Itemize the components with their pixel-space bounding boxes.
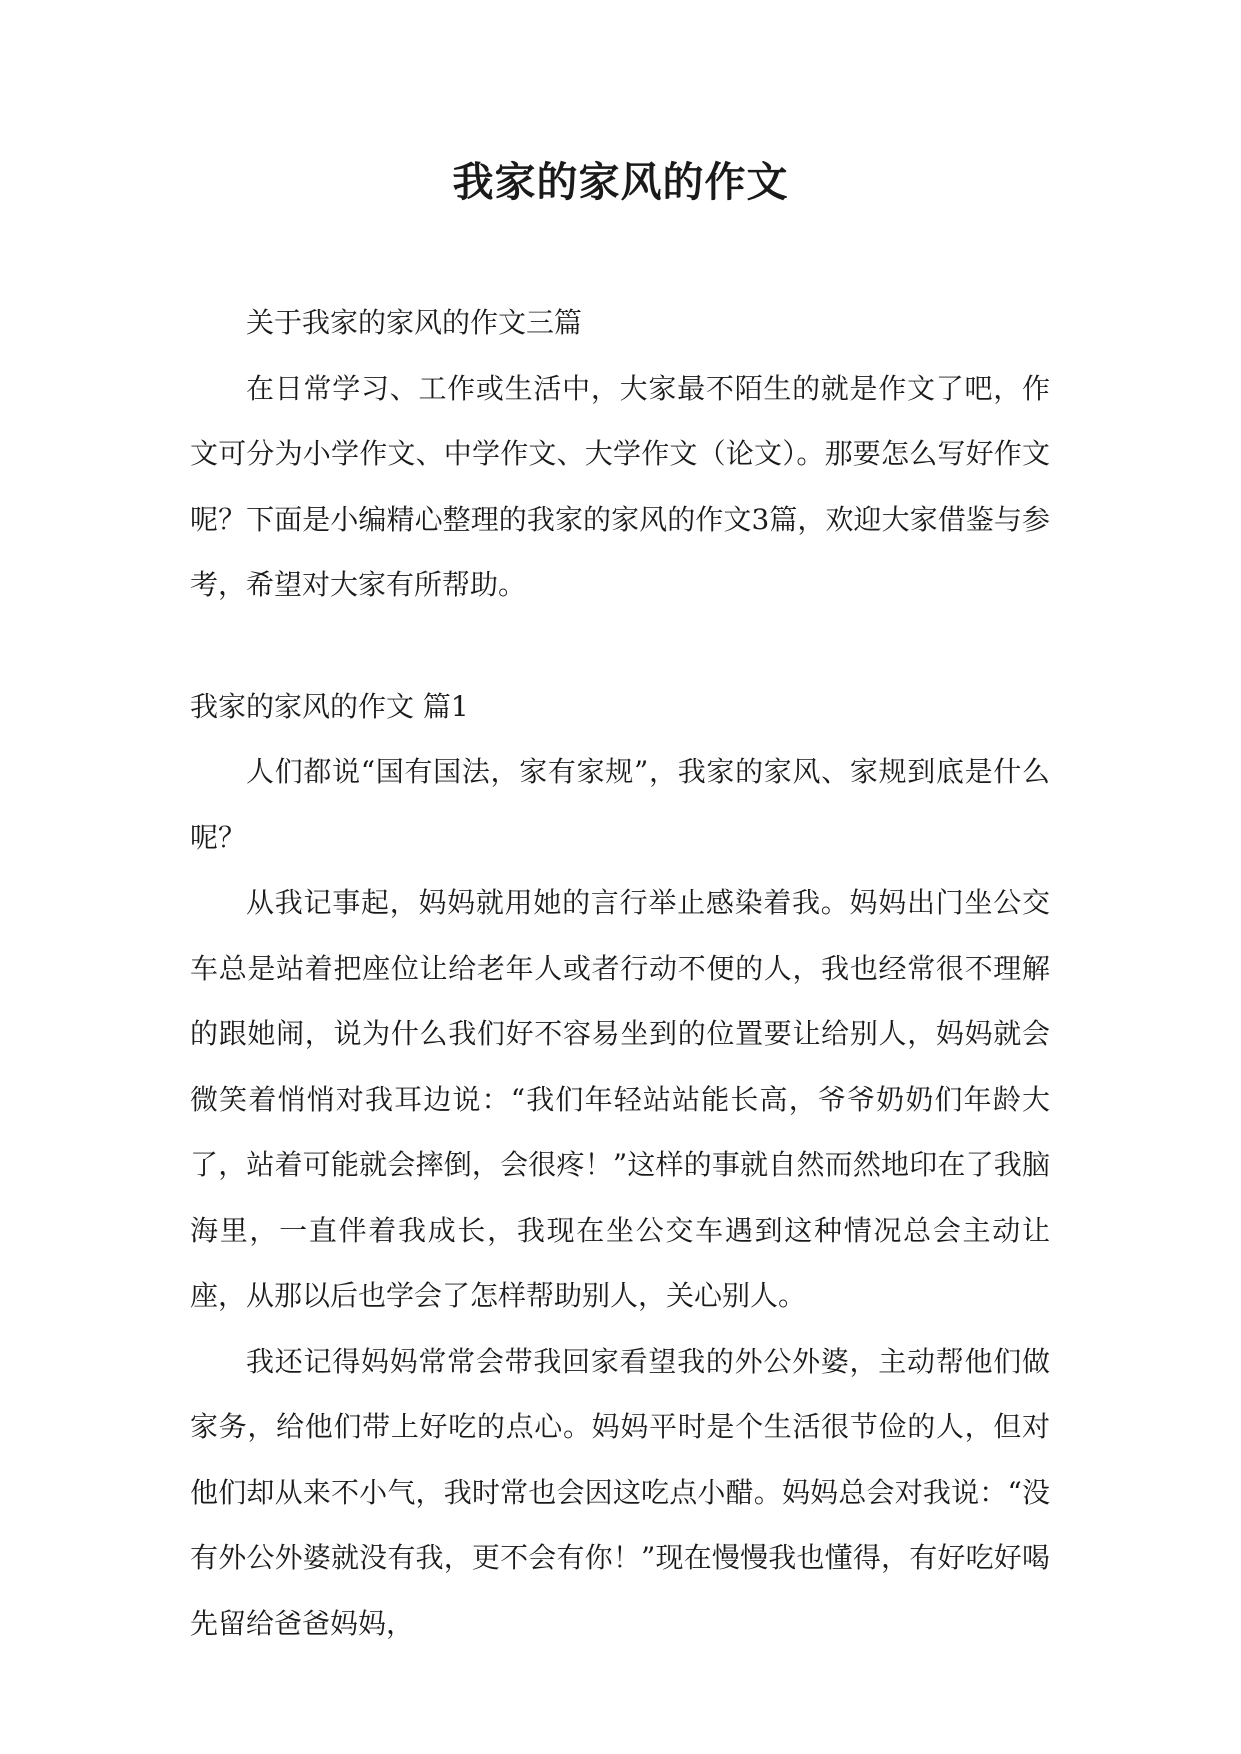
document-body — [190, 290, 1050, 1656]
body-paragraph: 我还记得妈妈常常会带我回家看望我的外公外婆，主动帮他们做家务，给他们带上好吃的点心。妈妈平时是个生活很节俭的人，但对他们却从来不小气，我时常也会因这吃点小醋。妈妈总会对我说：“没有外公外婆就没有我，更不会有你！”现在慢慢我也懂得，有好吃好喝先留给爸爸妈妈， — [190, 1344, 1050, 1640]
body-paragraph: 从我记事起，妈妈就用她的言行举止感染着我。妈妈出门坐公交车总是站着把座位让给老年人或者行动不便的人，我也经常很不理解的跟她闹，说为什么我们好不容易坐到的位置要让给别人，妈妈就会微笑着悄悄对我耳边说：“我们年轻站站能长高，爷爷奶奶们年龄大了，站着可能就会摔倒，会很疼！”这样的事就自然而然地印在了我脑海里，一直伴着我成长，我现在坐公交车遇到这种情况总会主动让座，从那以后也学会了怎样帮助别人，关心别人。 — [190, 886, 1050, 1312]
document-subtitle: 关于我家的家风的作文三篇 — [246, 306, 583, 339]
intro-paragraph: 在日常学习、工作或生活中，大家最不陌生的就是作文了吧，作文可分为小学作文、中学作文、大学作文（论文）。那要怎么写好作文呢？下面是小编精心整理的我家的家风的作文3篇，欢迎大家借鉴与参考，希望对大家有所帮助。 — [190, 371, 1050, 601]
document-title: 我家的家风的作文 — [452, 158, 789, 206]
body-paragraph: 人们都说“国有国法，家有家规”，我家的家风、家规到底是什么呢？ — [190, 755, 1050, 854]
section-spacer — [190, 618, 1050, 674]
section-heading: 我家的家风的作文 篇1 — [190, 689, 469, 723]
